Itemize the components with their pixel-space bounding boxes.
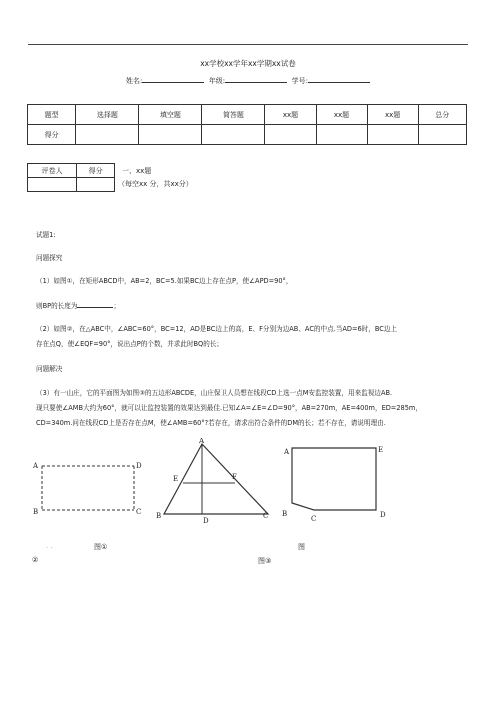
score-input-cell[interactable] <box>76 125 139 145</box>
figure-1 <box>30 430 148 522</box>
caption-fig2-part1: 图 <box>298 543 305 551</box>
q1-line1: （1）如图①，在矩形ABCD中，AB=2，BC=5.如果BC边上存在点P，使∠APD=90°， <box>36 277 293 285</box>
section-note: （每空xx 分，共xx分） <box>118 180 193 188</box>
id-field[interactable] <box>308 82 370 83</box>
score-input-cell[interactable] <box>202 125 265 145</box>
grader-header: 评卷人 <box>28 164 77 178</box>
grader-score-input-cell[interactable] <box>77 178 115 192</box>
caption-fig3: 图③ <box>258 557 272 565</box>
figure-3-pentagon <box>292 448 376 510</box>
q3-line2: 现只要使∠AMB大约为60°，就可以让监控装置的效果达到最佳.已知∠A=∠E=∠D=90°，AB=270m，AE=400m，ED=285m， <box>36 404 422 412</box>
caption-fig2-part2: ② <box>32 556 39 564</box>
score-row-label: 得分 <box>28 125 76 145</box>
q1-line2-end: ； <box>113 302 121 310</box>
score-cell: 总分 <box>418 105 466 125</box>
class-field[interactable] <box>225 82 287 83</box>
fig3-label-c: C <box>311 515 317 523</box>
fig1-label-c: C <box>136 508 142 516</box>
score-cell: xx题 <box>316 105 367 125</box>
grader-input-cell[interactable] <box>28 178 77 192</box>
fig2-label-f: F <box>232 473 237 481</box>
figure-2 <box>152 438 274 526</box>
grader-score-header: 得分 <box>77 164 115 178</box>
fig2-label-d: D <box>203 517 209 525</box>
score-cell: xx题 <box>265 105 316 125</box>
fig2-label-a: A <box>199 438 205 445</box>
score-input-cell[interactable] <box>139 125 202 145</box>
score-cell: 填空题 <box>139 105 202 125</box>
name-field[interactable] <box>142 82 204 83</box>
top-rule <box>28 44 468 45</box>
caption-fig1: 图① <box>94 543 108 551</box>
answer-blank[interactable] <box>77 307 113 308</box>
score-cell: xx题 <box>367 105 418 125</box>
score-input-cell[interactable] <box>367 125 418 145</box>
score-cell: 简答题 <box>202 105 265 125</box>
q3-line1: （3）有一山庄，它的平面图为如图③的五边形ABCDE，山庄保卫人员想在线段CD上选一点M安监控装置，用来监视边AB. <box>36 389 393 397</box>
fig2-label-b: B <box>156 512 162 520</box>
section-title: 一、xx题 <box>122 167 152 175</box>
part2-title: 问题解决 <box>36 365 63 373</box>
caption-decor-dots: . . <box>46 542 53 550</box>
fig2-label-e: E <box>173 475 179 483</box>
score-table-score-row <box>28 125 467 145</box>
score-cell: 题型 <box>28 105 76 125</box>
class-label: 年级: <box>208 77 226 85</box>
fig1-label-d: D <box>136 462 142 470</box>
id-label: 学号: <box>291 77 308 85</box>
figure-1-rectangle <box>42 466 134 510</box>
fig1-label-a: A <box>33 462 39 470</box>
exam-title: xx学校xx学年xx学期xx试卷 <box>200 59 296 68</box>
name-label: 姓名: <box>126 77 143 85</box>
fig2-label-c: C <box>263 512 269 520</box>
q2-line2: 存在点Q，使∠EQF=90°，说出点P的个数，并求此时BQ的长； <box>36 340 224 348</box>
q3-line3: CD=340m.问在线段CD上是否存在点M，使∠AMB=60°?若存在，请求出符合条件的DM的长；若不存在，请说明理由. <box>36 419 386 427</box>
fig3-label-b: B <box>282 510 288 518</box>
q1-line2 <box>36 301 120 312</box>
fig3-label-a: A <box>284 448 290 456</box>
part1-title: 问题探究 <box>36 254 63 262</box>
score-input-cell[interactable] <box>316 125 367 145</box>
fig3-label-d: D <box>380 511 386 519</box>
score-input-cell[interactable] <box>418 125 466 145</box>
score-input-cell[interactable] <box>265 125 316 145</box>
student-info-line <box>0 76 496 86</box>
figure-2-triangle <box>164 444 268 514</box>
q2-line1: （2）如图②，在△ABC中，∠ABC=60°，BC=12，AD是BC边上的高，E、F分别为边AB、AC的中点.当AD=6时，BC边上 <box>36 325 398 333</box>
question-number: 试题1: <box>36 231 56 239</box>
score-cell: 选择题 <box>76 105 139 125</box>
fig1-label-b: B <box>33 508 39 516</box>
q1-line2-text: 则BP的长度为 <box>36 302 78 310</box>
grader-table <box>27 163 115 192</box>
score-table <box>27 104 467 145</box>
score-table-header-row <box>28 105 467 125</box>
fig3-label-e: E <box>378 446 384 454</box>
figure-3 <box>280 440 392 530</box>
